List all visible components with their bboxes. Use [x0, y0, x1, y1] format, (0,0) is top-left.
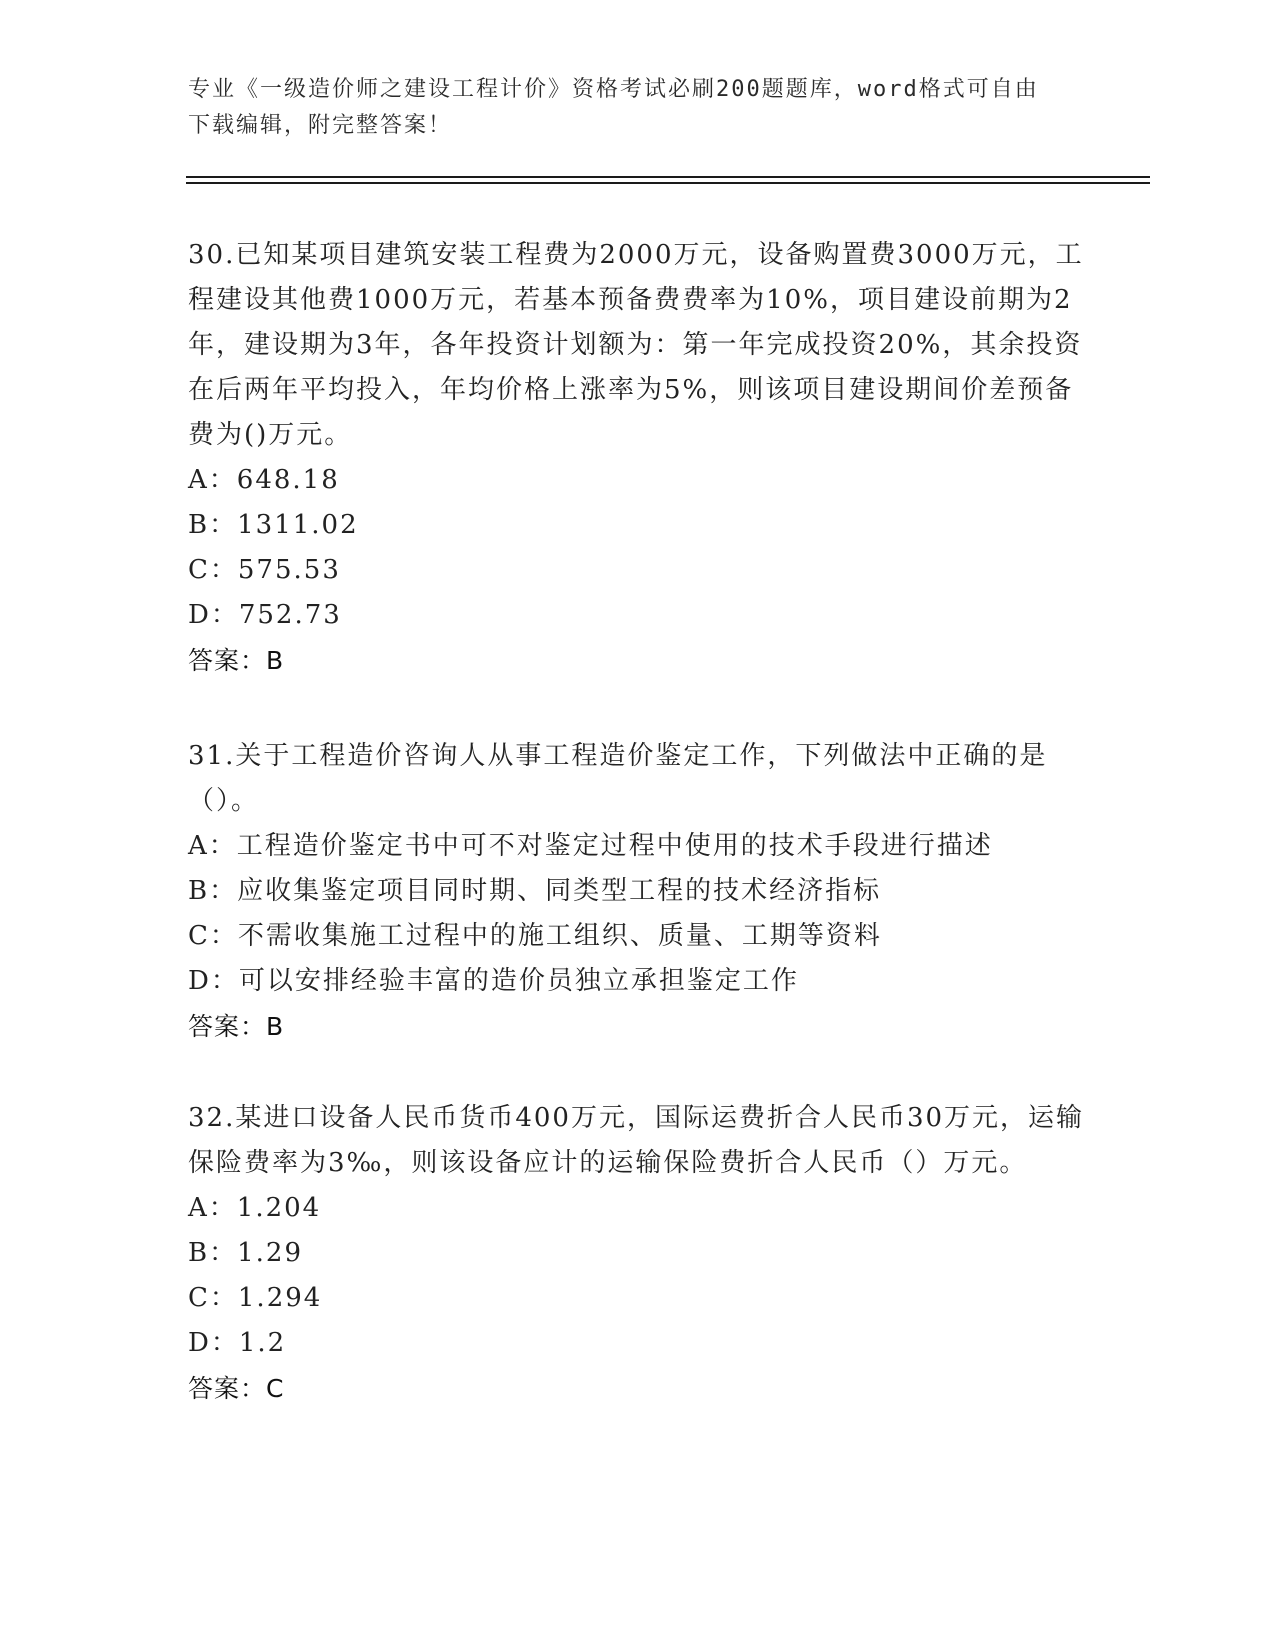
question-stem: 30.已知某项目建筑安装工程费为2000万元，设备购置费3000万元，工程建设其他费1000万元，若基本预备费费率为10%，项目建设前期为2年，建设期为3年，各年投资计划额为：第一年完成投资20%，其余投资在后两年平均投入，年均价格上涨率为5%，则该项目建设期间价差预备费为()万元。: [188, 240, 1084, 450]
option-b: B：应收集鉴定项目同时期、同类型工程的技术经济指标: [188, 876, 882, 906]
answer: 答案：C: [188, 1374, 285, 1403]
document-header: [188, 72, 1068, 144]
question-32: [188, 1096, 1088, 1411]
option-a: A：648.18: [188, 465, 340, 495]
option-d: D：可以安排经验丰富的造价员独立承担鉴定工作: [188, 966, 799, 996]
question-31: [188, 734, 1088, 1049]
question-stem: 31.关于工程造价咨询人从事工程造价鉴定工作，下列做法中正确的是（）。: [188, 741, 1048, 816]
option-b: B：1311.02: [188, 510, 359, 540]
answer: 答案：B: [188, 646, 285, 675]
option-a: A：1.204: [188, 1193, 322, 1223]
question-30: [188, 233, 1088, 683]
header-line-2: 下载编辑，附完整答案！: [188, 113, 453, 138]
header-rule-top: [186, 176, 1150, 178]
option-d: D：1.2: [188, 1328, 287, 1358]
question-stem: 32.某进口设备人民币货币400万元，国际运费折合人民币30万元，运输保险费率为3‰，则该设备应计的运输保险费折合人民币（）万元。: [188, 1103, 1085, 1178]
option-a: A：工程造价鉴定书中可不对鉴定过程中使用的技术手段进行描述: [188, 831, 993, 861]
option-c: C：575.53: [188, 555, 341, 585]
option-c: C：不需收集施工过程中的施工组织、质量、工期等资料: [188, 921, 882, 951]
option-c: C：1.294: [188, 1283, 323, 1313]
option-d: D：752.73: [188, 600, 342, 630]
header-line-1: 专业《一级造价师之建设工程计价》资格考试必刷200题题库，word格式可自由: [188, 77, 1039, 102]
header-rule-bottom: [186, 182, 1150, 184]
answer: 答案：B: [188, 1012, 285, 1041]
option-b: B：1.29: [188, 1238, 303, 1268]
